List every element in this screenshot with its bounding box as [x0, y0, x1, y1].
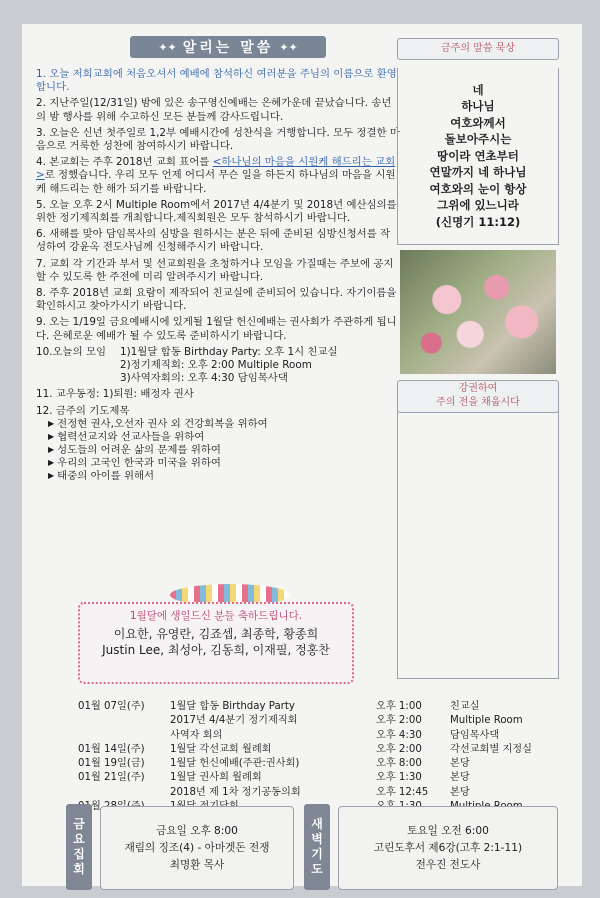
flower-photo — [400, 250, 556, 374]
notice-item: 2. 지난주일(12/31일) 밤에 있은 송구영신예배는 은혜가운데 끝났습니다. 송년의 밤 행사를 위해 수고하신 모든 분들께 감사드립니다. — [36, 97, 392, 123]
calendar-event: 1월달 헌신예배(주관:권사회) — [170, 758, 300, 770]
notes-box — [397, 410, 559, 679]
calendar-row — [78, 757, 548, 771]
notice-item: 8. 주후 2018년 교회 요람이 제작되어 친교실에 준비되어 있습니다. 자기이름을 확인하시고 찾아가시기 바랍니다. — [36, 287, 397, 313]
calendar-row — [78, 743, 548, 757]
calendar-event: 1월달 각선교회 월례회 — [170, 743, 272, 755]
dawn-preacher: 전우진 전도사 — [415, 858, 481, 871]
friday-service-tag — [66, 804, 92, 890]
calendar-event: 사역자 회의 — [170, 729, 223, 741]
calendar-date: 01월 19일(금) — [78, 758, 145, 770]
tag-char: 금 — [73, 817, 85, 831]
verse-line: 여호와께서 — [450, 115, 506, 130]
verse-line: 하나님 — [461, 99, 495, 114]
calendar-row — [78, 729, 548, 743]
verse-line: 그위에 있느니라 — [437, 198, 519, 213]
tag-char: 기 — [311, 847, 323, 861]
calendar-time: 오후 8:00 — [376, 758, 422, 770]
calendar-date — [78, 729, 170, 743]
calendar-date: 01월 21일(주) — [78, 772, 145, 784]
notice-item: 5. 오늘 오후 2시 Multiple Room에서 2017년 4/4분기 및 2018년 예산심의를 위한 정기제직회를 개최합니다.제직회원은 모두 참석하시기 바랍니다. — [36, 198, 397, 225]
calendar-event: 2018년 제 1차 정기공동의회 — [170, 786, 301, 798]
calendar-place: 친교실 — [450, 701, 480, 712]
motto-link[interactable]: <하나님의 마음을 시원케 해드리는 교회> — [36, 156, 396, 182]
calendar-row — [78, 700, 548, 714]
calendar-date — [78, 714, 170, 728]
prayer-item: ▶ 태중의 아이를 위해서 — [48, 470, 400, 483]
announcements-banner — [130, 36, 326, 58]
prayer-item: ▶ 전정현 권사,오선자 권사 외 건강회복을 위하여 — [48, 418, 400, 431]
calendar-date: 01월 07일(주) — [78, 701, 145, 712]
verse-reference: (신명기 11:12) — [435, 214, 521, 229]
calendar-time: 오후 4:30 — [376, 729, 422, 741]
prayer-list — [48, 418, 400, 483]
birthday-line: Justin Lee, 최성아, 김동희, 이재필, 정홍찬 — [102, 643, 330, 657]
calendar-row — [78, 771, 548, 785]
notice-item: 3. 오늘은 신년 첫주일로 1,2부 예배시간에 성찬식을 거행합니다. 모두 정결한 마음으로 거룩한 성찬에 참여하시기 바랍니다. — [36, 126, 400, 153]
calendar-row — [78, 786, 548, 800]
prayer-item: ▶ 성도들의 어려운 삶의 문제를 위하여 — [48, 444, 400, 457]
notice-text: 로 정했습니다. 우리 모두 언제 어디서 무슨 일을 하든지 하나님의 마음을 시원케 해드리는 한 해가 되기를 바랍니다. — [36, 169, 396, 195]
bulletin-page — [22, 24, 582, 886]
meeting-item: 2)정기제직회: 오후 2:00 Multiple Room — [120, 359, 312, 372]
tag-char: 새 — [311, 817, 323, 831]
tag-char: 집 — [73, 847, 85, 861]
tag-char: 도 — [311, 862, 323, 876]
friday-sermon: 재림의 징조(4) - 아마겟돈 전쟁 — [124, 841, 270, 854]
tag-char: 벽 — [311, 832, 323, 846]
announcements-title: 알리는 말씀 — [182, 40, 274, 56]
tag-char: 회 — [73, 862, 85, 876]
verse-line: 돌보아주시는 — [444, 132, 512, 147]
notice-text: 4. 본교회는 주후 2018년 교회 표어를 — [36, 156, 213, 169]
calendar-place: Multiple Room — [450, 715, 523, 727]
calendar-date — [78, 786, 170, 800]
friday-preacher: 최명환 목사 — [169, 858, 225, 871]
verse-title: 금주의 말씀 묵상 — [397, 38, 559, 60]
birthday-names — [80, 626, 352, 658]
calendar-place: 각선교회별 지정실 — [450, 743, 532, 755]
diary-title: 강권하여 주의 전을 채웁시다 — [397, 380, 559, 413]
calendar-time: 오후 1:00 — [376, 701, 422, 712]
birthday-box — [78, 602, 354, 684]
verse-line: 네 — [472, 82, 484, 97]
calendar-time: 오후 2:00 — [376, 743, 422, 755]
prayer-item: ▶ 협력선교지와 선교사들을 위하여 — [48, 431, 400, 444]
notice-item — [36, 156, 400, 196]
dawn-prayer-tag — [304, 804, 330, 890]
calendar-event: 1월달 권사회 월례회 — [170, 772, 262, 784]
notice-item: 1. 오늘 저희교회에 처음오셔서 예배에 참석하신 여러분을 주님의 이름으로 환영합니다. — [36, 68, 397, 94]
banner-deco-right-icon: ✦✦ — [279, 40, 298, 54]
notice-item: 9. 오는 1/19일 금요예배시에 있게될 1월달 헌신예배는 권사회가 주관하게 됩니다. 은혜로운 예배가 될 수 있도록 준비하시기 바랍니다. — [36, 316, 397, 342]
verse-box — [397, 68, 559, 245]
verse-line: 여호와의 눈이 항상 — [429, 181, 527, 196]
friday-service-box — [100, 806, 294, 890]
verse-line: 연말까지 네 하나님 — [429, 165, 527, 180]
notice-item: 6. 새해를 맞아 담임목사의 심방을 원하시는 분은 뒤에 준비된 심방신청서를 작성하여 강윤옥 전도사님께 신청해주시기 바랍니다. — [36, 228, 391, 254]
prayer-item: ▶ 우리의 고국인 한국과 미국을 위하여 — [48, 457, 400, 470]
meetings-label: 10.오늘의 모임 — [36, 345, 107, 358]
calendar-place: 담임목사댁 — [450, 729, 500, 741]
calendar-date: 01월 14일(주) — [78, 743, 145, 755]
calendar-place: 본당 — [450, 786, 470, 798]
calendar-event: 1월달 합동 Birthday Party — [170, 701, 295, 712]
personnel-news: 11. 교우동정: 1)퇴원: 배정자 권사 — [36, 388, 194, 401]
birthday-title: 1월달에 생일드신 분들 축하드립니다. — [129, 610, 303, 622]
calendar-time: 오후 12:45 — [376, 786, 429, 798]
calendar-time: 오후 2:00 — [376, 715, 422, 727]
birthday-line: 이요한, 유영란, 김죠셉, 최종학, 황종희 — [113, 627, 319, 641]
announcements-list — [36, 68, 400, 483]
verse-line: 땅이라 연초부터 — [437, 148, 519, 163]
notice-item: 7. 교회 각 기간과 부서 및 선교회원을 초청하거나 모임을 가질때는 주보에 공지할 수 있도록 한 주전에 미리 알려주시기 바랍니다. — [36, 257, 394, 283]
banner-deco-left-icon: ✦✦ — [158, 40, 177, 54]
dawn-sermon: 고린도후서 제6강(고후 2:1-11) — [373, 841, 523, 854]
meeting-item: 1)1월달 합동 Birthday Party: 오후 1시 친교실 — [120, 345, 338, 358]
calendar-row — [78, 714, 548, 728]
todays-meetings — [36, 346, 400, 386]
calendar-place: 본당 — [450, 772, 470, 784]
tag-char: 요 — [73, 832, 85, 846]
monthly-calendar — [78, 700, 548, 814]
dawn-prayer-box — [338, 806, 558, 890]
meeting-item: 3)사역자회의: 오후 4:30 담임목사댁 — [120, 372, 288, 385]
dawn-time: 토요일 오전 6:00 — [407, 824, 489, 837]
calendar-place: 본당 — [450, 758, 470, 770]
friday-time: 금요일 오후 8:00 — [156, 824, 238, 837]
prayer-title: 12. 금주의 기도제목 — [36, 404, 130, 417]
calendar-time: 오후 1:30 — [376, 772, 422, 784]
calendar-event: 2017년 4/4분기 정기제직회 — [170, 715, 298, 727]
